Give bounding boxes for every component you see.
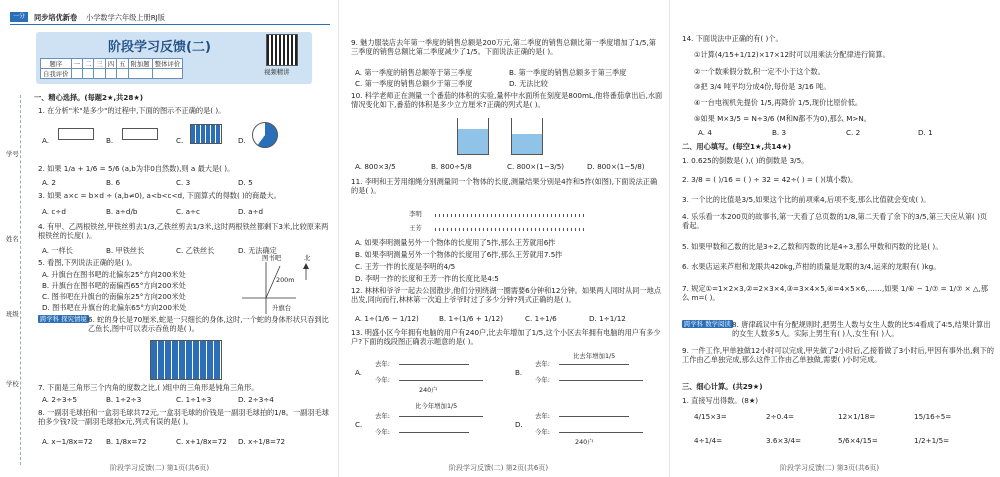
q13-a-bar-last [399,364,469,365]
q6-tag: 跨学科 探究情境 [40,315,87,323]
score-head: 五 [117,59,128,69]
side-label-school: 学校 [6,380,19,388]
q5-opt-c[interactable]: C. 图书吧在升旗台的南偏东25°方向200米处 [42,292,186,301]
score-self: 自我评价 [41,69,72,79]
q10-opt-d[interactable]: D. 800×(1−5/8) [587,162,645,171]
q13-opt-d[interactable]: D. [515,420,523,429]
q12-opt-d[interactable]: D. 1÷1/12 [589,314,626,323]
q7-text: 7. 下面是三角形三个内角的度数之比,( )组中的三角形是钝角三角形。 [38,383,259,392]
q8-opt-c[interactable]: C. x+1/8x=72 [176,437,227,446]
q9-opt-d[interactable]: D. 无法比较 [509,79,548,88]
q7-opt-b[interactable]: B. 1÷2÷3 [106,395,142,404]
q13-a-last-year: 去年: [375,360,390,368]
q2-opt-c[interactable]: C. 3 [176,178,191,187]
fill-3[interactable]: 3. 一个比的比值是3/5,如果这个比的前项乘4,后项不变,那么比值就会变成( )。 [682,195,931,204]
q7-opt-d[interactable]: D. 2÷3÷4 [238,395,274,404]
q13-b-bar-this [559,380,643,381]
fill-7[interactable]: 7. 规定①=1×2×3,②=2×3×4,③=3×4×5,④=4×5×6,……,如果 1/⑥ − 1/⑦ = 1/⑦ × △,那么 m=( )。 [682,284,988,302]
header-rule [10,24,330,25]
header-brand: 同步培优新卷 [34,13,78,22]
q13-d-this-year: 今年: [535,428,550,436]
calc-item[interactable]: 15/16÷5= [914,412,952,421]
q13-a-value: 240户 [419,386,438,394]
q13-a-bar-this [399,380,483,381]
q2-opt-d[interactable]: D. 5 [238,178,253,187]
q3-opt-b[interactable]: B. a÷d/b [106,207,138,216]
q11-text: 11. 李明和王芳用细绳分别测量同一个物体的长度,测量结果分别是4拃和5拃(如图),下面说法正确的是( )。 [351,177,658,195]
page-3-footer: 阶段学习反馈(二) 第3页(共6页) [780,464,880,472]
q13-d-value: 240户 [575,438,594,446]
q11-label-liming: 李明 [409,210,422,218]
q9-opt-b[interactable]: B. 第一季度的销售总额多于第三季度 [509,68,627,77]
q13-b-bar-last [559,364,629,365]
q13-text: 13. 明盛小区今年拥有电脑的用户有240户,比去年增加了1/5,这个小区去年拥有电脑的用户有多少户?下面的线段图正确表示题意的是( )。 [351,328,661,346]
score-table [40,58,183,79]
q12-opt-b[interactable]: B. 1÷(1/6 + 1/12) [439,314,504,323]
q11-opt-d[interactable]: D. 李明一拃的长度和王芳一拃的长度比是4:5 [355,274,499,283]
score-head: 整体评价 [152,59,183,69]
score-cell[interactable] [152,69,183,79]
q13-c-bar-last [399,416,483,417]
q13-c-this-year: 今年: [375,428,390,436]
q13-d-bar-this [559,432,643,433]
q13-opt-b[interactable]: B. [515,368,523,377]
q10-beaker-before [457,118,489,155]
binding-line [20,95,21,465]
map-label-flagpole: 升旗台 [272,304,292,312]
q14-item-2: ②一个数乘假分数,积一定不小于这个数。 [694,67,825,76]
q14-item-1: ①计算(4/15+1/12)×17×12时可以用乘法分配律进行简算。 [694,50,890,59]
q11-ruler-liming [435,214,585,217]
q12-opt-c[interactable]: C. 1÷1/6 [525,314,557,323]
q13-c-bar-this [399,432,469,433]
score-cell[interactable] [105,69,116,79]
calc-item[interactable]: 4/15×3= [694,412,727,421]
side-label-id: 学号 [6,150,19,158]
side-label-name: 姓名 [6,235,19,243]
q14-text: 14. 下面说法中正确的有( )个。 [682,34,783,43]
q4-text: 4. 有甲、乙两根铁丝,甲铁丝剪去1/3,乙铁丝剪去1/3米,这时两根铁丝都剩下3米,比较原来两根铁丝的长度( )。 [38,222,329,240]
q10-opt-a[interactable]: A. 800×3/5 [355,162,396,171]
q7-opt-c[interactable]: C. 1÷1÷3 [176,395,212,404]
q10-opt-b[interactable]: B. 800÷5/8 [431,162,472,171]
q12-text: 12. 林林和爷爷一起去公园散步,他们分别绕湖一圈需要6分钟和12分钟。如果两人同时从同一地点出发,同向而行,林林第一次追上爷爷时过了多少分钟?列式正确的是( )。 [351,286,662,304]
q8-text: 8. 一副羽毛球拍和一盒羽毛球共72元,一盒羽毛球的价钱是一副羽毛球拍的1/8。一副羽毛球拍多少钱?设一副羽毛球拍x元,列式有误的是( )。 [38,408,329,426]
q13-opt-a[interactable]: A. [355,368,363,377]
page-3 [669,0,1000,477]
calc-item[interactable]: 3.6×3/4= [766,436,802,445]
fill-8[interactable]: 8. 唐律疏议中有分配规则时,把男生人数与女生人数的比5∶4看成了4∶5,结果计算出的女生人数多5人。实际上男生有( )人,女生有( )人。 [732,320,991,338]
q4-opt-c[interactable]: C. 乙铁丝长 [176,246,215,255]
q11-label-wangfang: 王芳 [409,224,422,232]
q14-item-5: ⑤如果 M×3/5 = N÷3/6 (M和N都不为0),那么 M>N。 [694,114,871,123]
calc-item[interactable]: 4÷1/4= [694,436,723,445]
q8-opt-a[interactable]: A. x−1/8x=72 [42,437,93,446]
page-1-footer: 阶段学习反馈(二) 第1页(共6页) [110,464,210,472]
q11-opt-a[interactable]: A. 如果李明测量另外一个物体的长度用了5拃,那么王芳就用6拃 [355,238,556,247]
q2-text: 2. 如果 1/a + 1/6 = 5/6 (a,b为非0自然数),则 a 最大是( )。 [38,164,235,173]
section-3-title: 三、细心计算。(共29★) [682,382,763,391]
q14-opt-d[interactable]: D. 1 [918,128,933,137]
score-head: 三 [94,59,105,69]
fill-4[interactable]: 4. 乐乐看一本200页的故事书,第一天看了总页数的1/8,第二天看了余下的3/5,第三天应从第( )页看起。 [682,212,988,230]
q10-opt-c[interactable]: C. 800×(1−3/5) [507,162,565,171]
q9-text: 9. 魅力服装店去年第一季度的销售总额是200万元,第二季度的销售总额比第一季度增加了1/5,第三季度的销售总额比第二季度减少了1/5。下面说法正确的是( )。 [351,38,656,56]
q13-c-last-year: 去年: [375,412,390,420]
q13-b-note: 比去年增加1/5 [573,352,616,360]
header-grade: 小学数学六年级上册RJ版 [86,13,165,22]
map-label-distance: 200m [276,276,295,284]
score-cell[interactable] [94,69,105,79]
q4-opt-a[interactable]: A. 一样长 [42,246,73,255]
q1-opt-a[interactable]: A. [42,136,50,145]
q1-opt-d[interactable]: D. [238,136,246,145]
calc-item[interactable]: 1/2+1/5= [914,436,950,445]
score-head: 题序 [41,59,72,69]
qr-code-icon [266,34,298,66]
fill-6[interactable]: 6. 水果店运来芦柑和龙眼共420kg,芦柑的质量是龙眼的3/4,运来的龙眼有( )kg。 [682,262,941,271]
q14-item-4: ④一台电视机先提价 1/5,再降价 1/5,现价比原价低。 [694,98,863,107]
score-head: 附加题 [128,59,152,69]
page-2 [338,0,670,477]
side-label-class: 班级 [6,310,19,318]
score-cell[interactable] [82,69,93,79]
q3-opt-d[interactable]: D. a÷d [238,207,264,216]
q3-text: 3. 如果 a×c = b×d ÷ (a,b≠0), a<b<c<d, 下面算式的得数( )的商最大。 [38,191,281,200]
q3-opt-a[interactable]: A. c÷d [42,207,66,216]
q13-d-bar-last [559,416,629,417]
q13-c-note: 比今年增加1/5 [415,402,458,410]
q13-opt-c[interactable]: C. [355,420,363,429]
q13-b-last-year: 去年: [535,360,550,368]
calc-item[interactable]: 12×1/18= [838,412,876,421]
page-title: 阶段学习反馈(二) [108,40,211,55]
score-head: 一 [71,59,82,69]
q8-opt-d[interactable]: D. x÷1/8=72 [238,437,286,446]
score-cell[interactable] [117,69,128,79]
calc-item[interactable]: 2÷0.4= [766,412,795,421]
q5-opt-a[interactable]: A. 升旗台在图书吧的北偏东25°方向200米处 [42,270,186,279]
q9-opt-a[interactable]: A. 第一季度的销售总额等于第三季度 [355,68,473,77]
q12-opt-a[interactable]: A. 1÷(1/6 − 1/12) [355,314,419,323]
q11-opt-c[interactable]: C. 王芳一拃的长度是李明的4/5 [355,262,456,271]
q13-d-last-year: 去年: [535,412,550,420]
q11-ruler-wangfang [435,228,585,231]
score-cell[interactable] [128,69,152,79]
score-cell[interactable] [71,69,82,79]
q3-opt-c[interactable]: C. a÷c [176,207,200,216]
fill-1[interactable]: 1. 0.625的倒数是( ),( )的倒数是 3/5。 [682,156,809,165]
q11-opt-b[interactable]: B. 如果李明测量另外一个物体的长度用了6拃,那么王芳就用7.5拃 [355,250,563,259]
q7-opt-a[interactable]: A. 2÷3÷5 [42,395,78,404]
calc-1-title: 1. 直接写出得数。(8★) [682,396,759,405]
fill-5[interactable]: 5. 如果甲数和乙数的比是3÷2,乙数和丙数的比是4÷3,那么甲数和丙数的比是( )。 [682,242,943,251]
page-1 [0,0,338,477]
q6-text: 6. 蛇的身长是70厘米,蛇是一只细长的身体,这时,一个蛇的身体形状只吞到比乙鱼长,图中可以表示吞鱼的是( )。 [88,315,329,333]
q1-diagram-d-pie [252,122,278,148]
calc-item[interactable]: 5/6×4/15= [838,436,878,445]
q1-diagram-a [58,128,94,140]
q1-opt-b[interactable]: B. [106,136,114,145]
page-2-footer: 阶段学习反馈(二) 第2页(共6页) [449,464,549,472]
q14-opt-c[interactable]: C. 2 [846,128,861,137]
q10-beaker-after [511,118,543,155]
qr-caption: 视频精讲 [264,68,290,76]
q1-opt-c[interactable]: C. [176,136,184,145]
north-arrow-head-icon [303,263,309,269]
q14-opt-a[interactable]: A. 4 [698,128,712,137]
map-label-library: 图书吧 [262,254,282,262]
q5-opt-b[interactable]: B. 升旗台在图书吧的南偏西65°方向200米处 [42,281,186,290]
q14-item-3: ③把 3/4 吨平均分成4份,每份是 3/16 吨。 [694,82,831,91]
q1-text: 1. 在分析"米"是多少"的过程中,下面的图示不正确的是( )。 [38,106,226,115]
score-head: 二 [82,59,93,69]
fill-2[interactable]: 2. 3/8 = ( )/16 = ( ) ÷ 32 = 42÷( ) = ( )(填小数)。 [682,175,858,184]
q5-opt-d[interactable]: D. 图书吧在升旗台的北偏东65°方向200米处 [42,303,187,312]
section-1-title: 一、精心选择。(每题2★,共28★) [34,93,144,102]
q4-opt-d[interactable]: D. 无法确定 [238,246,277,255]
q2-opt-a[interactable]: A. 2 [42,178,56,187]
q8-opt-b[interactable]: B. 1/8x=72 [106,437,147,446]
fill-9[interactable]: 9. 一件工作,甲单独做12小时可以完成,甲先做了2小时后,乙接着做了3小时后,甲因有事外出,剩下的工作由乙单独完成,那么这件工作由乙单独做,需要( )小时完成。 [682,346,994,364]
q13-a-this-year: 今年: [375,376,390,384]
q14-opt-b[interactable]: B. 3 [772,128,787,137]
header-badge: 一分 [10,12,28,22]
map-label-north: 北 [304,254,311,262]
q6-grid-figure [150,340,222,380]
q5-text: 5. 看图,下列说法正确的是( )。 [38,258,137,267]
q1-diagram-c [190,124,222,144]
section-2-title: 二、用心填写。(每空1★,共14★) [682,142,792,151]
q10-text: 10. 科学老师正在测量一个番茄的体积的实验,量杯中水面所在刻度是800mL,他将番茄拿出后,水面情况变化如下,番茄的体积是多少立方厘米?正确的列式是( )。 [351,91,663,109]
fill-8-tag: 跨学科 数学阅读 [684,320,731,328]
q2-opt-b[interactable]: B. 6 [106,178,121,187]
q4-opt-b[interactable]: B. 甲铁丝长 [106,246,145,255]
q1-diagram-b [122,128,158,140]
score-head: 四 [105,59,116,69]
q9-opt-c[interactable]: C. 第一季度的销售总额少于第三季度 [355,79,473,88]
q13-b-this-year: 今年: [535,376,550,384]
